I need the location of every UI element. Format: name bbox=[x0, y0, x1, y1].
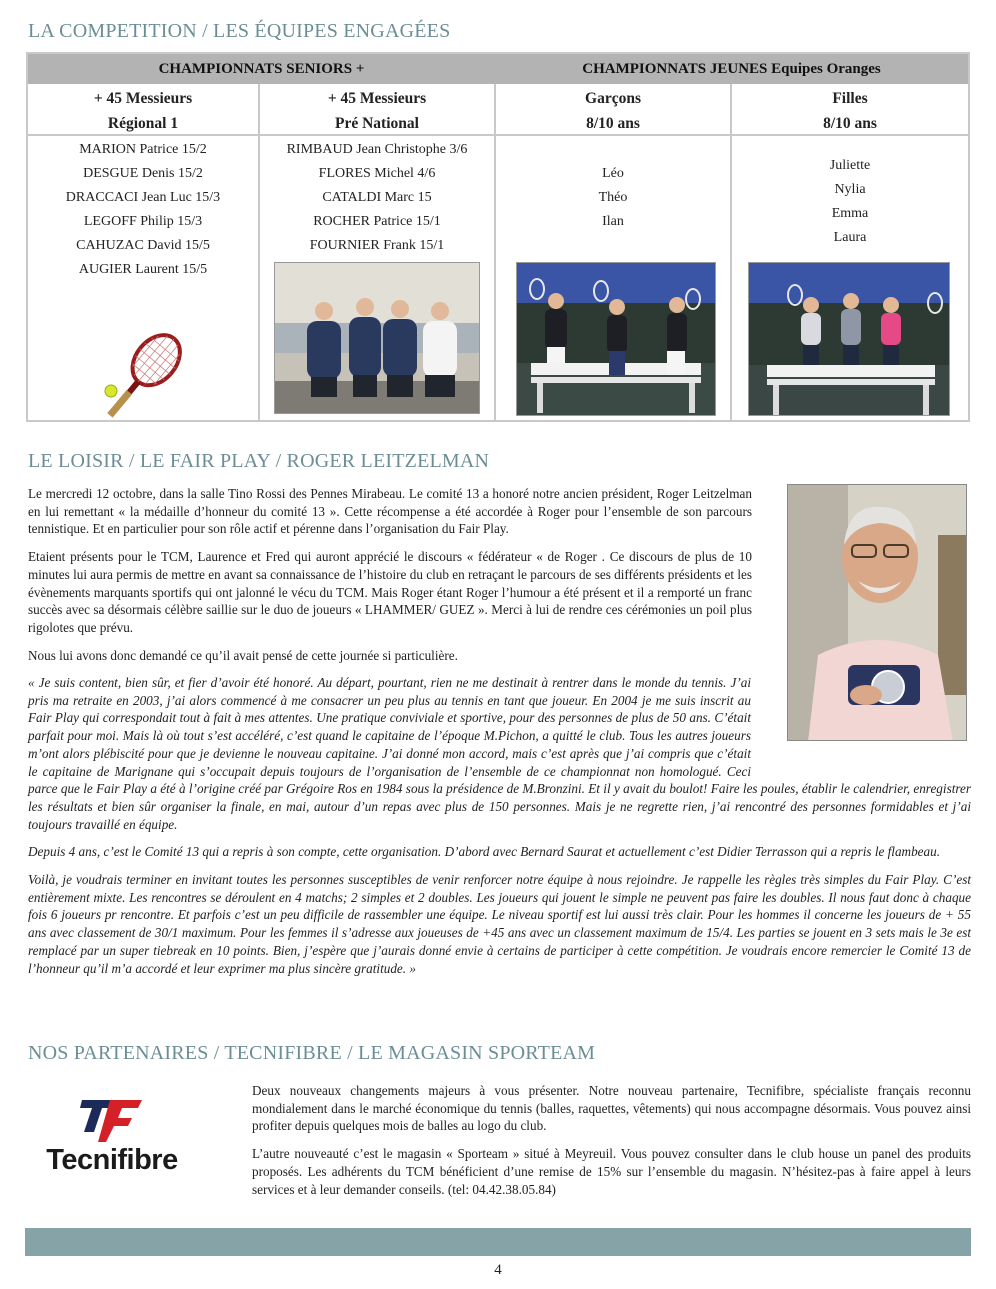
list-item: RIMBAUD Jean Christophe 3/6 bbox=[286, 142, 468, 157]
tecnifibre-logo-text: Tecnifibre bbox=[46, 1144, 178, 1176]
list-item: CAHUZAC David 15/5 bbox=[76, 238, 210, 253]
team-photo-seniors bbox=[274, 262, 480, 414]
team-photo-filles bbox=[748, 262, 950, 416]
team-column-header bbox=[496, 84, 730, 136]
loisir-paragraph: Nous lui avons donc demandé ce qu’il avait pensé de cette journée si particulière. bbox=[28, 647, 458, 663]
team-division: Régional 1 bbox=[107, 115, 179, 132]
list-item: Emma bbox=[831, 206, 869, 221]
partners-paragraph: Deux nouveaux changements majeurs à vous présenter. Notre nouveau partenaire, Tecnifibre, spécialiste français reconnu mondialement dans le marché économique du tennis (balles, raquettes, vêtements) qui nous accompagne désormais. Vous pouvez ainsi profiter depuis quelques mois de balles au logo du club. bbox=[252, 1083, 971, 1134]
list-item: Théo bbox=[598, 190, 628, 205]
team-category: Filles bbox=[832, 90, 868, 107]
team-division: Pré National bbox=[335, 115, 419, 132]
page-number: 4 bbox=[494, 1262, 502, 1278]
quote-paragraph: Depuis 4 ans, c’est le Comité 13 qui a repris à son compte, cette organisation. D’abord avec Bernard Saurat et actuellement c’est Didier Terrasson qui a repris le flambeau. bbox=[28, 844, 941, 860]
quote-paragraph: « Je suis content, bien sûr, et fier d’avoir été honoré. Au départ, pourtant, rien ne me destinait à rentrer dans le monde du tennis. J’ai pris ma retraite en 2003, j’ai alors commencé à me consacrer un peu plus au tennis en tant que joueur. En 2004 je me suis inscrit au Fair Play qui correspondait tout à fait à mes attentes. Une pratique conviviale et sportive, pour des personnes de plus de 50 ans. C’était parfait pour moi. Mais là où tout s’est accéléré, c’est quand le capitaine de l’époque M.Pichon, a quitté le club. Tous les autres joueurs m’ont alors plébiscité pour que je devienne le nouveau capitaine. J’ai donné mon accord, mais c’est après que j’ai compris que c’était le capitaine de Marignane qui s’occupait depuis toujours de l’organisation de l’ensemble de ce championnat non homologué. Ceci parce que le Fair Play a été à l’origine créé par Grégoire Ros en 1984 sous la présidence de M.Bronzini. Et il y avait du boulot! Faire les poules, établir le calendrier, enregistrer les résultats et bien sûr organiser la finale, en mai, autour d’un repas avec plus de 150 personnes. Mais je ne regrette rien, j’ai rencontré des personnes formidables et j’ai toujours travaillé en équipe. bbox=[28, 675, 971, 832]
header-seniors: CHAMPIONNATS SENIORS + bbox=[158, 60, 365, 77]
list-item: DESGUE Denis 15/2 bbox=[83, 166, 203, 181]
team-category: + 45 Messieurs bbox=[327, 90, 427, 107]
competition-section-title: LA COMPETITION / LES ÉQUIPES ENGAGÉES bbox=[28, 20, 451, 42]
quote-paragraph: Voilà, je voudrais terminer en invitant toutes les personnes susceptibles de venir renforcer notre équipe à nous rejoindre. Je rappelle les règles très simples du Fair Play. C’est entièrement mixte. Les rencontres se déroulent en 4 matchs; 2 simples et 2 doubles. Les joueurs qui jouent le simple ne peuvent pas faire les doubles. Il nous faut donc à chaque fois 6 joueurs pr rencontre. Et parfois c’est un peu difficile de rassembler une équipe. Le niveau sportif est lui aussi très clair. Pour les hommes il concerne les joueurs de + 55 ans avec classement de 30/1 maximum. Pour les femmes il s’adresse aux joueuses de +45 ans avec un classement maximum de 15/4. Les parties se jouent en 3 sets mais le 3e est remplacé par un super tiebreak en 10 points. Bien, j’espère que j’aurais donné envie à certains de participer à cette compétition. Je voudrais encore remercier le Comité 13 de l’honneur qu’il m’a accordé et leur exprimer ma plus sincère gratitude. » bbox=[28, 872, 971, 976]
loisir-paragraph: Le mercredi 12 octobre, dans la salle Tino Rossi des Pennes Mirabeau. Le comité 13 a honoré notre ancien président, Roger Leitzelman en lui remettant « la médaille d’honneur du comité 13 ». Cette récompense a été accordée à Roger pour l’ensemble de son parcours tennistique. Et en particulier pour son rôle actif et pérenne dans l’organisation du Fair Play. bbox=[28, 486, 752, 537]
footer-bar bbox=[25, 1228, 971, 1256]
loisir-intro-text bbox=[28, 485, 752, 674]
partners-paragraph: L’autre nouveauté c’est le magasin « Sporteam » situé à Meyreuil. Vous pouvez consulter dans le club house un panel des produits proposés. Les adhérents du TCM bénéficient d’une remise de 15% sur l’ensemble du magasin. N’hésitez-pas à faire appel à leurs services et à leur demander conseils. (tel: 04.42.38.05.84) bbox=[252, 1146, 971, 1197]
list-item: Léo bbox=[602, 166, 624, 181]
team-category: Garçons bbox=[585, 90, 641, 107]
team-photo-garcons bbox=[516, 262, 716, 416]
partners-text bbox=[252, 1082, 971, 1208]
player-list bbox=[732, 136, 968, 250]
partners-section-title: NOS PARTENAIRES / TECNIFIBRE / LE MAGASIN SPORTEAM bbox=[28, 1042, 596, 1064]
list-item: FOURNIER Frank 15/1 bbox=[309, 238, 445, 253]
header-jeunes: CHAMPIONNATS JEUNES Equipes Oranges bbox=[582, 60, 881, 77]
competition-table bbox=[26, 52, 970, 422]
team-division: 8/10 ans bbox=[586, 115, 640, 132]
list-item: DRACCACI Jean Luc 15/3 bbox=[65, 190, 221, 205]
player-list bbox=[496, 136, 730, 234]
tecnifibre-logo bbox=[24, 1098, 200, 1182]
list-item: CATALDI Marc 15 bbox=[322, 190, 432, 205]
list-item: Juliette bbox=[829, 158, 871, 173]
loisir-section-title: LE LOISIR / LE FAIR PLAY / ROGER LEITZELMAN bbox=[28, 450, 490, 472]
roger-portrait-photo bbox=[787, 484, 967, 741]
list-item: ROCHER Patrice 15/1 bbox=[313, 214, 441, 229]
list-item: Ilan bbox=[602, 214, 624, 229]
loisir-paragraph: Etaient présents pour le TCM, Laurence et Fred qui auront apprécié le discours « fédérateur « de Roger . Ce discours de plus de 10 minutes lui aura permis de mettre en avant sa connaissance de l’histoire du club en retraçant le parcours de ses différents présidents et les évènements marquants sportifs qui ont jalonné le vécu du TCM. Mais Roger étant Roger l’humour a été présent et il a remporté un franc succès avec sa désormais célèbre saillie sur le duo de joueurs « LHAMMER/ GUEZ ». Merci à lui de rendre ces cérémonies un poil plus rigolotes que prévu. bbox=[28, 549, 752, 635]
team-column-prenational bbox=[260, 84, 496, 420]
team-column-filles bbox=[732, 84, 968, 420]
tecnifibre-logo-icon bbox=[80, 1098, 142, 1142]
list-item: AUGIER Laurent 15/5 bbox=[78, 262, 208, 277]
tennis-racket-icon bbox=[98, 329, 193, 429]
list-item: FLORES Michel 4/6 bbox=[318, 166, 436, 181]
team-division: 8/10 ans bbox=[823, 115, 877, 132]
list-item: LEGOFF Philip 15/3 bbox=[83, 214, 203, 229]
team-column-garcons bbox=[496, 84, 732, 420]
list-item: MARION Patrice 15/2 bbox=[79, 142, 207, 157]
table-header-row bbox=[28, 54, 968, 84]
team-column-regional bbox=[28, 84, 260, 420]
list-item: Nylia bbox=[834, 182, 866, 197]
list-item: Laura bbox=[833, 230, 867, 245]
player-list bbox=[260, 136, 494, 258]
player-list bbox=[28, 136, 258, 282]
team-column-header bbox=[260, 84, 494, 136]
team-column-header bbox=[732, 84, 968, 136]
team-column-header bbox=[28, 84, 258, 136]
team-category: + 45 Messieurs bbox=[93, 90, 193, 107]
